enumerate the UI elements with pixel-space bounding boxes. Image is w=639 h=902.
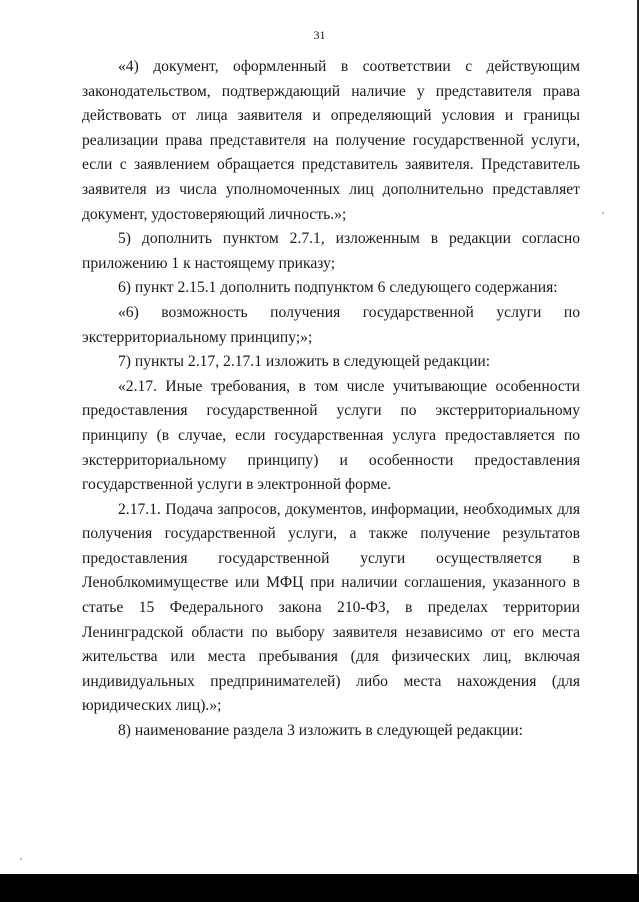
page-number: 31	[313, 28, 326, 42]
scan-speck	[20, 858, 22, 860]
scan-border-bottom	[0, 874, 639, 902]
paragraph-section-2-17-1: 2.17.1. Подача запросов, документов, информации, необходимых для получения государственной услуги, а также получение результатов предоставления государственной услуги осуществляется в Леноблкомимуществе или МФЦ при наличии соглашения, указанного в статье 15 Федерального закона 210-ФЗ, в пределах территории Ленинградской области по выбору заявителя независимо от его места жительства или места пребывания (для физических лиц, включая индивидуальных предпринимателей) либо места нахождения (для юридических лиц).»;	[82, 500, 580, 715]
paragraph-point-6: 6) пункт 2.15.1 дополнить подпунктом 6 следующего содержания:	[118, 279, 558, 297]
paragraph-section-2-17: «2.17. Иные требования, в том числе учитывающие особенности предоставления государственной услуги по экстерриториальному принципу (в случае, если государственная услуга предоставляется по экстерриториальному принципу) и особенности предоставления государственной услуги в электронной форме.	[82, 377, 580, 494]
paragraph-subpoint-6-quote: «6) возможность получения государственной услуги по экстерриториальному принципу;»;	[82, 303, 580, 346]
paragraph-point-7: 7) пункты 2.17, 2.17.1 изложить в следующей редакции:	[118, 353, 491, 371]
scan-speck	[602, 212, 604, 214]
document-body	[82, 55, 580, 744]
paragraph-point-5: 5) дополнить пунктом 2.7.1, изложенным в редакции согласно приложению 1 к настоящему приказу;	[82, 230, 580, 272]
paragraph-point-8: 8) наименование раздела 3 изложить в следующей редакции:	[118, 722, 523, 740]
paragraph-item-4-document: «4) документ, оформленный в соответствии с действующим законодательством, подтверждающий наличие у представителя права действовать от лица заявителя и определяющий условия и границы реализации права представителя на получение государственной услуги, если с заявлением обращается представитель заявителя. Представитель заявителя из числа уполномоченных лиц дополнительно представляет документ, удостоверяющий личность.»;	[82, 58, 580, 223]
